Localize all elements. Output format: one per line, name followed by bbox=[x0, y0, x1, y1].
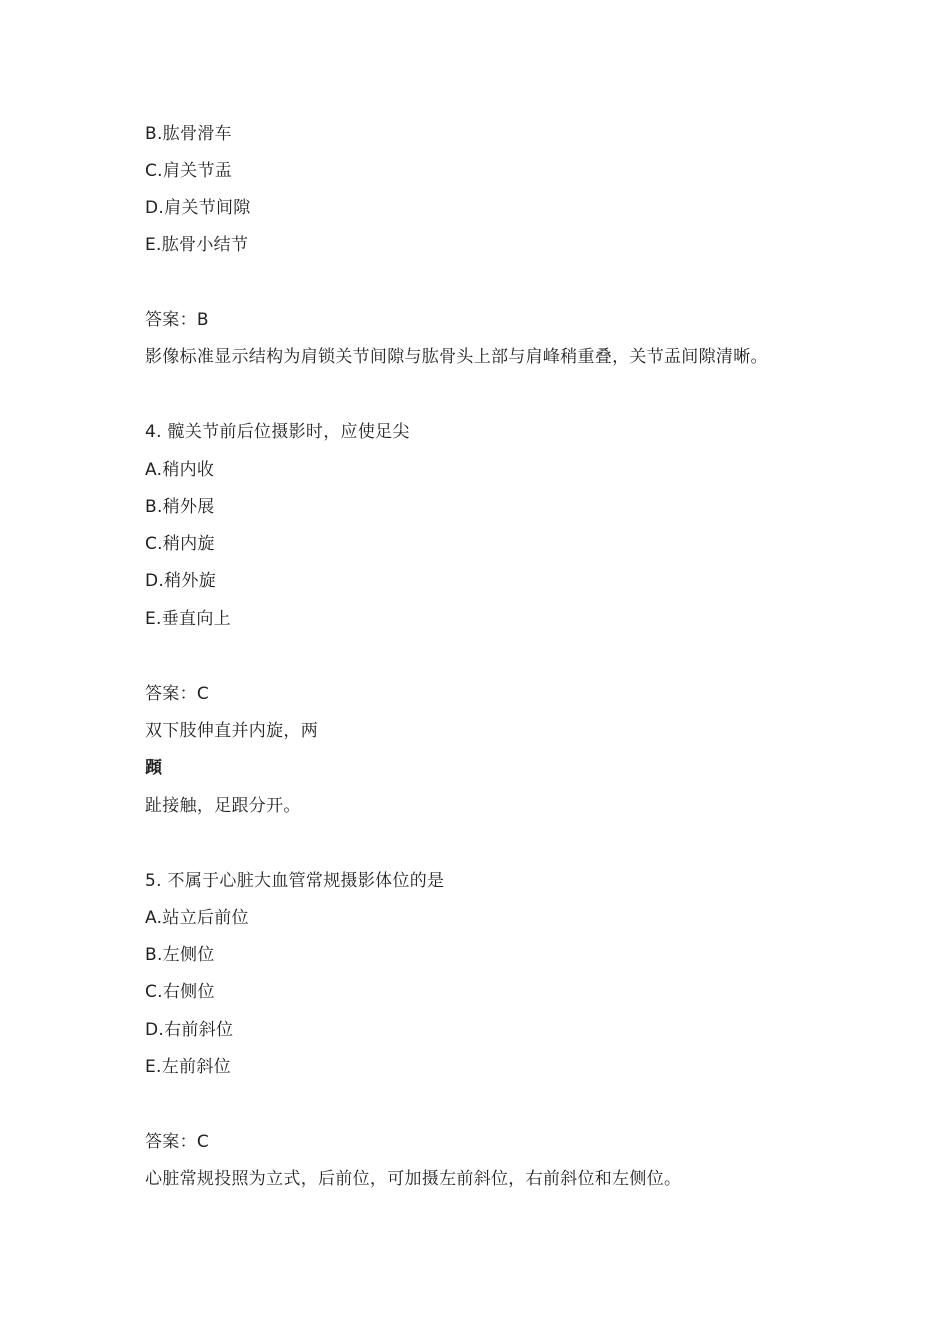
q4-option-d: D.稍外旋 bbox=[145, 571, 216, 591]
q3-option-c: C.肩关节盂 bbox=[145, 161, 233, 181]
q5-explanation: 心脏常规投照为立式，后前位，可加摄左前斜位，右前斜位和左侧位。 bbox=[145, 1169, 682, 1189]
q5-option-c: C.右侧位 bbox=[145, 982, 215, 1002]
q3-option-b: B.肱骨滑车 bbox=[145, 124, 232, 144]
q4-answer: 答案：C bbox=[145, 684, 210, 704]
q5-option-e: E.左前斜位 bbox=[145, 1057, 231, 1077]
q4-stem: 4. 髋关节前后位摄影时，应使足尖 bbox=[145, 422, 410, 442]
q4-explanation-line-3: 趾接触，足跟分开。 bbox=[145, 796, 301, 816]
q5-option-b: B.左侧位 bbox=[145, 945, 215, 965]
q3-option-e: E.肱骨小结节 bbox=[145, 235, 249, 255]
q5-answer: 答案：C bbox=[145, 1132, 210, 1152]
q4-option-c: C.稍内旋 bbox=[145, 534, 215, 554]
q4-option-a: A.稍内收 bbox=[145, 460, 215, 480]
q5-option-d: D.右前斜位 bbox=[145, 1020, 234, 1040]
q4-option-e: E.垂直向上 bbox=[145, 609, 231, 629]
q5-stem: 5. 不属于心脏大血管常规摄影体位的是 bbox=[145, 871, 445, 891]
q3-explanation: 影像标准显示结构为肩锁关节间隙与肱骨头上部与肩峰稍重叠，关节盂间隙清晰。 bbox=[145, 347, 768, 367]
q4-explanation-line-2: 蹞 bbox=[145, 758, 163, 778]
q3-option-d: D.肩关节间隙 bbox=[145, 198, 251, 218]
q5-option-a: A.站立后前位 bbox=[145, 908, 249, 928]
q4-option-b: B.稍外展 bbox=[145, 497, 215, 517]
q4-explanation-line-1: 双下肢伸直并内旋，两 bbox=[145, 721, 318, 741]
q3-answer: 答案：B bbox=[145, 310, 209, 330]
